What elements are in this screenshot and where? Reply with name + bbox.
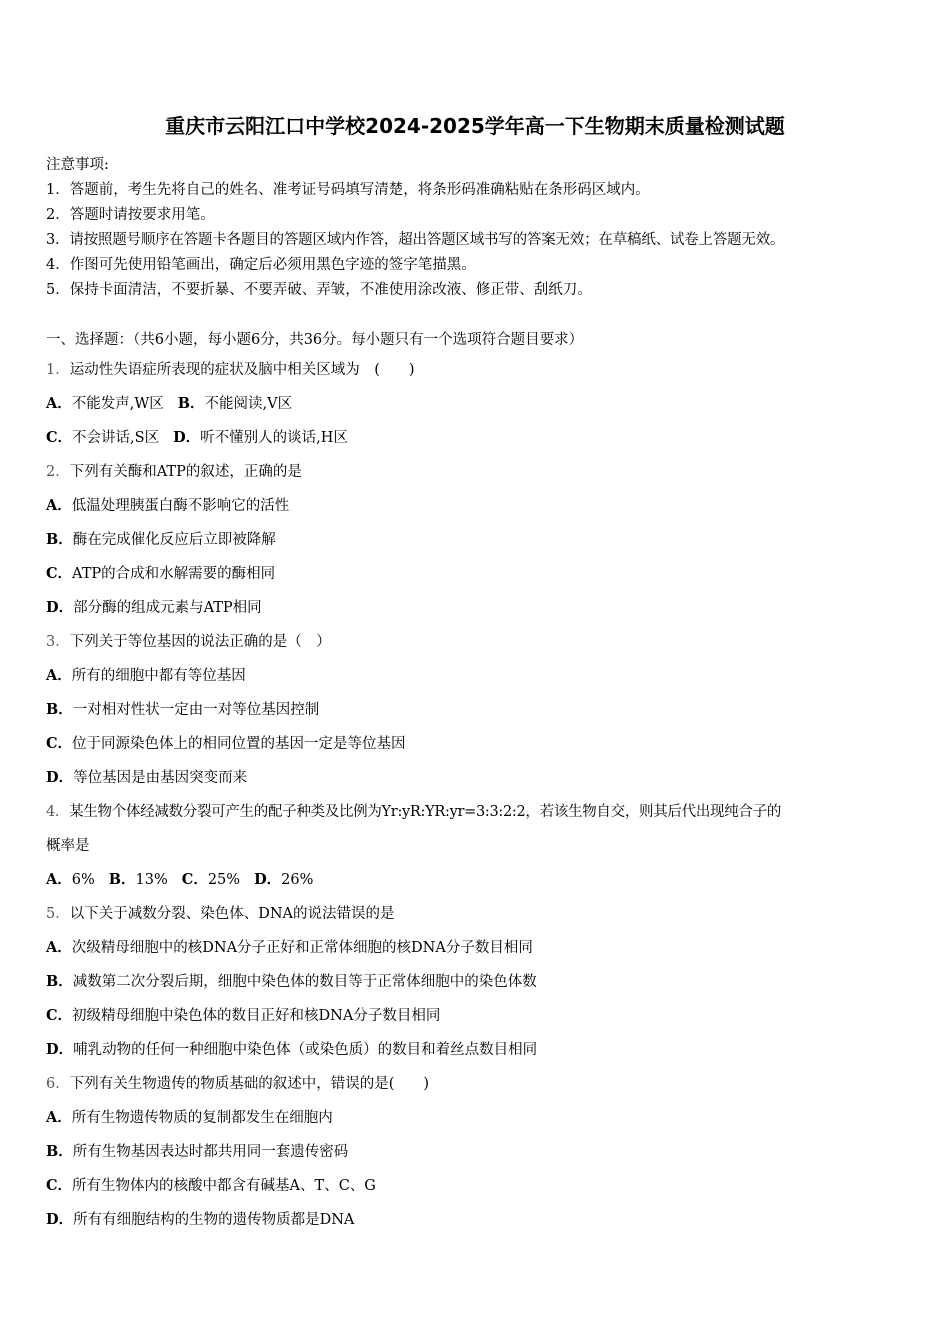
section-heading: 一、选择题：（共6小题，每小题6分，共36分。每小题只有一个选项符合题目要求） [46, 332, 584, 348]
question-text: 以下关于减数分裂、染色体、DNA的说法错误的是 [69, 906, 395, 922]
option [46, 1033, 904, 1067]
option-text: 等位基因是由基因突变而来 [73, 770, 248, 786]
option-letter: A． [46, 497, 72, 514]
option-letter: C． [46, 565, 73, 582]
question-1 [46, 353, 904, 387]
option-text: 所有生物体内的核酸中都含有碱基A、T、C、G [72, 1178, 376, 1194]
question-3 [46, 625, 904, 659]
option-text: 哺乳动物的任何一种细胞中染色体（或染色质）的数目和着丝点数目相同 [73, 1042, 538, 1058]
option-letter: D． [173, 429, 201, 446]
notice-heading: 注意事项: [46, 157, 109, 173]
option-letter: D． [46, 1211, 74, 1228]
option-text: 低温处理胰蛋白酶不影响它的活性 [71, 498, 290, 514]
option-letter: A． [46, 395, 72, 412]
option-letter: B． [46, 973, 73, 990]
option [46, 523, 904, 557]
option-text: 所有的细胞中都有等位基因 [71, 668, 246, 684]
option [46, 727, 904, 761]
question-5 [46, 897, 904, 931]
option-text: 6% [71, 872, 95, 888]
option [46, 761, 904, 795]
option-letter: C． [46, 1007, 73, 1024]
option-text: 减数第二次分裂后期，细胞中染色体的数目等于正常体细胞中的染色体数 [72, 974, 537, 990]
question-number: 3． [46, 634, 70, 650]
option [46, 693, 904, 727]
option-text: 所有生物遗传物质的复制都发生在细胞内 [71, 1110, 333, 1126]
option-text: 不能阅读,V区 [204, 396, 293, 412]
option-letter: A． [46, 939, 72, 956]
option [46, 591, 904, 625]
option-letter: A． [46, 667, 72, 684]
notice-item: 1．答题前，考生先将自己的姓名、准考证号码填写清楚，将条形码准确粘贴在条形码区域内。 [46, 182, 650, 198]
option-row [46, 421, 904, 455]
option-text: 部分酶的组成元素与ATP相同 [73, 600, 262, 616]
question-2 [46, 455, 904, 489]
option [46, 659, 904, 693]
option-text: 一对相对性状一定由一对等位基因控制 [72, 702, 320, 718]
option-text: 25% [207, 872, 241, 888]
option-text: 初级精母细胞中染色体的数目正好和核DNA分子数目相同 [72, 1008, 441, 1024]
option-text: 次级精母细胞中的核DNA分子正好和正常体细胞的核DNA分子数目相同 [71, 940, 533, 956]
question-text: 下列关于等位基因的说法正确的是（ ） [69, 634, 331, 650]
option-letter: D． [46, 599, 74, 616]
option-letter: B． [46, 1143, 73, 1160]
option [46, 489, 904, 523]
option-letter: D． [46, 769, 74, 786]
option-text: 所有有细胞结构的生物的遗传物质都是DNA [73, 1212, 355, 1228]
option [46, 557, 904, 591]
option-letter: C． [46, 429, 73, 446]
question-6 [46, 1067, 904, 1101]
option [46, 1169, 904, 1203]
option-letter: B． [46, 531, 73, 548]
notice-item: 4．作图可先使用铅笔画出，确定后必须用黑色字迹的签字笔描黑。 [46, 257, 476, 273]
option [46, 1101, 904, 1135]
option-text: 26% [281, 872, 314, 888]
option-letter: B． [108, 871, 136, 888]
option-letter: B． [177, 395, 205, 412]
option-text: 所有生物基因表达时都共用同一套遗传密码 [72, 1144, 349, 1160]
option-letter: C． [181, 871, 208, 888]
option-text: ATP的合成和水解需要的酶相同 [72, 566, 276, 582]
option-row [46, 863, 904, 897]
option-letter: A． [46, 871, 72, 888]
option [46, 931, 904, 965]
option [46, 1135, 904, 1169]
question-text: 下列有关生物遗传的物质基础的叙述中，错误的是( ) [69, 1076, 430, 1092]
option [46, 965, 904, 999]
question-text: 某生物个体经减数分裂可产生的配子种类及比例为Yr:yR:YR:yr=3:3:2:2，若该生物自交，则其后代出现纯合子的 [69, 804, 782, 820]
question-number: 1． [46, 362, 70, 378]
question-number: 2． [46, 464, 70, 480]
option-letter: C． [46, 1177, 73, 1194]
question-4 [46, 795, 904, 829]
option-text: 酶在完成催化反应后立即被降解 [72, 532, 276, 548]
notice-item: 2．答题时请按要求用笔。 [46, 207, 215, 223]
question-text-continued: 概率是 [46, 838, 90, 854]
notice-item: 3．请按照题号顺序在答题卡各题目的答题区域内作答，超出答题区域书写的答案无效；在草稿纸、试卷上答题无效。 [46, 232, 785, 248]
notice-item: 5．保持卡面清洁，不要折暴、不要弄破、弄皱，不准使用涂改液、修正带、刮纸刀。 [46, 282, 592, 298]
option [46, 999, 904, 1033]
option-row [46, 387, 904, 421]
option-text: 不会讲话,S区 [72, 430, 160, 446]
question-number: 4． [46, 804, 70, 820]
question-text: 下列有关酶和ATP的叙述，正确的是 [69, 464, 302, 480]
option-text: 听不懂别人的谈话,H区 [200, 430, 348, 446]
option [46, 1203, 904, 1237]
option-text: 位于同源染色体上的相同位置的基因一定是等位基因 [72, 736, 406, 752]
notice-block [46, 153, 904, 303]
page-title: 重庆市云阳江口中学校2024-2025学年高一下生物期末质量检测试题 [165, 114, 785, 138]
option-letter: D． [254, 871, 282, 888]
option-letter: C． [46, 735, 73, 752]
question-text: 运动性失语症所表现的症状及脑中相关区域为 ( ) [69, 362, 415, 378]
option-letter: D． [46, 1041, 74, 1058]
option-letter: A． [46, 1109, 72, 1126]
option-letter: B． [46, 701, 73, 718]
question-number: 6． [46, 1076, 70, 1092]
option-text: 不能发声,W区 [71, 396, 164, 412]
question-number: 5． [46, 906, 70, 922]
option-text: 13% [135, 872, 168, 888]
